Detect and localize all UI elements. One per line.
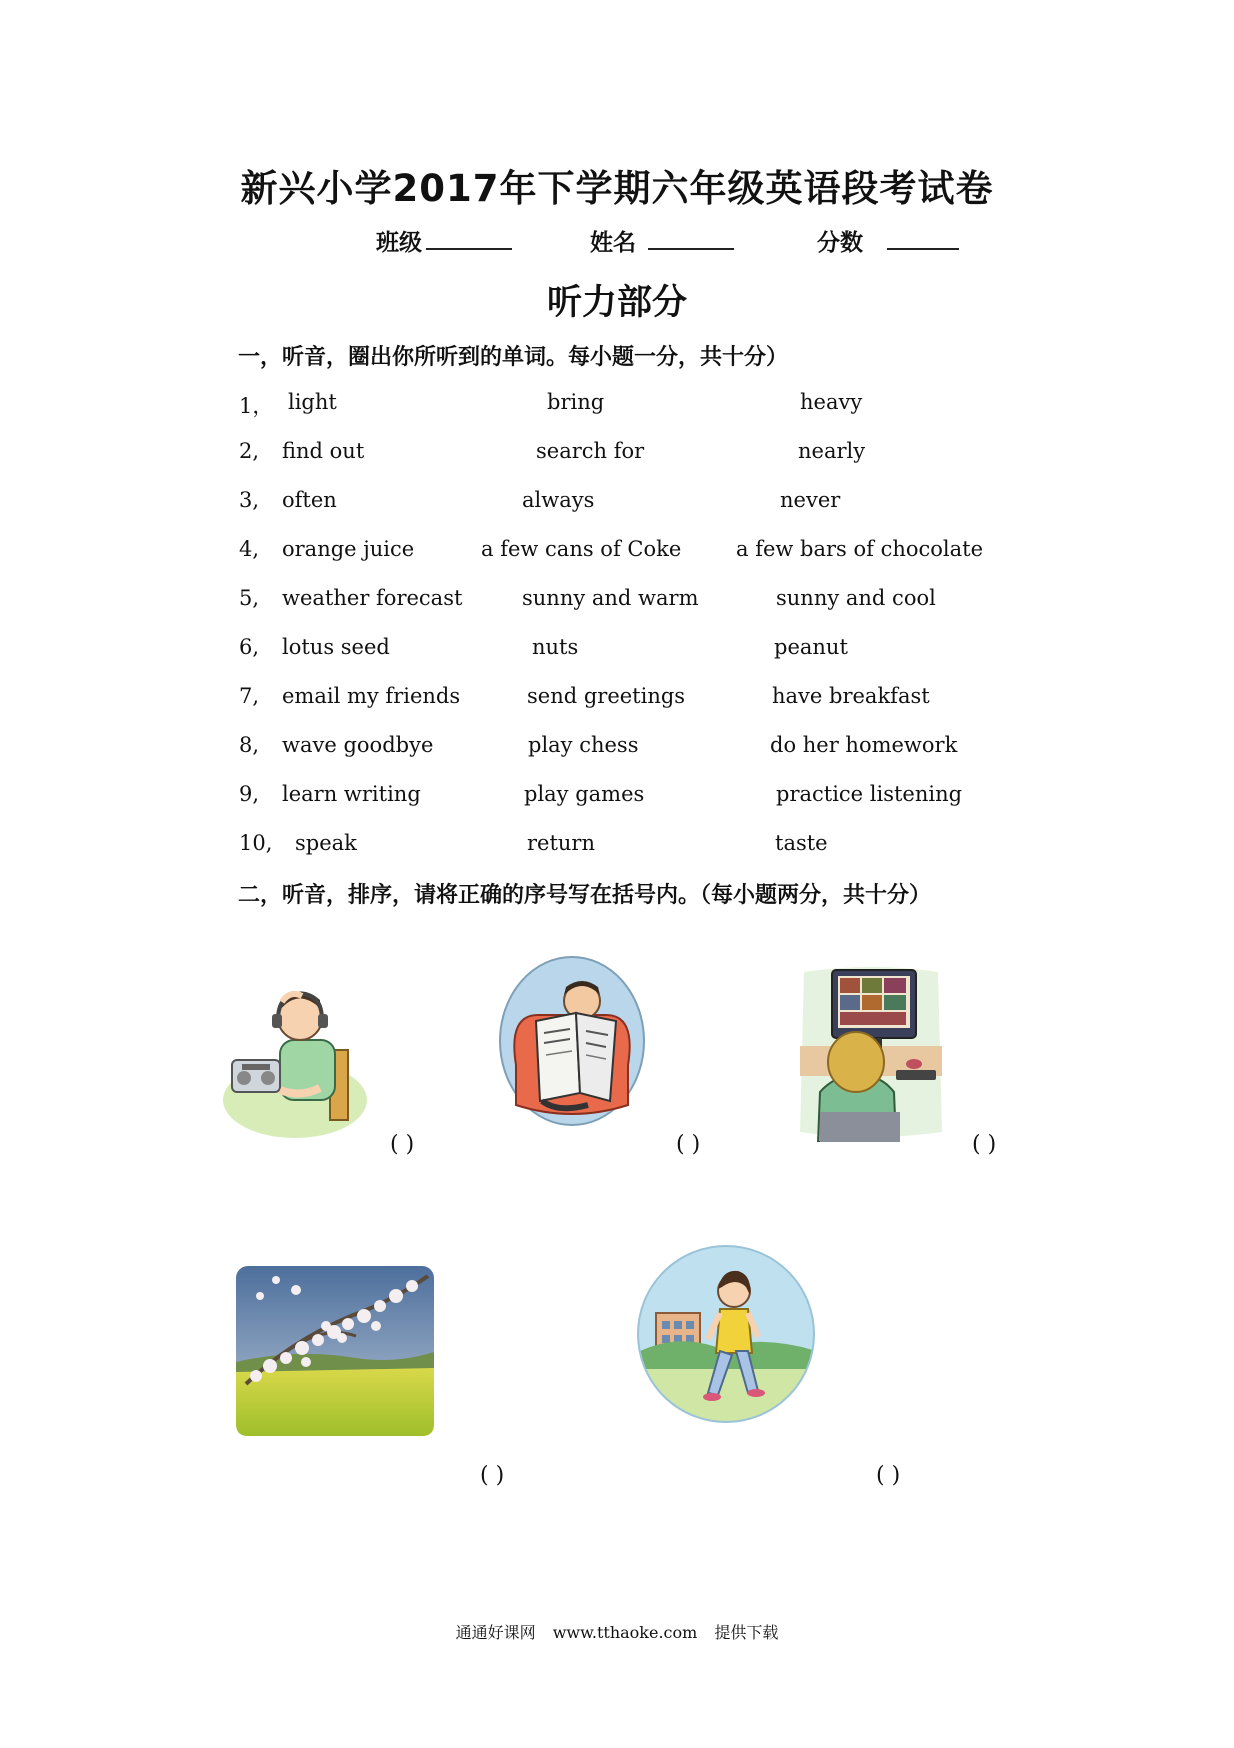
question-number: 6, — [239, 635, 260, 659]
name-field — [590, 224, 734, 257]
spring-blossom-field-icon — [236, 1266, 434, 1436]
option-a[interactable]: lotus seed — [282, 635, 390, 659]
option-a[interactable]: light — [288, 390, 337, 414]
question-number: 8, — [239, 733, 260, 757]
page-title: 新兴小学2017年下学期六年级英语段考试卷 — [240, 167, 994, 210]
section2-heading: 二，听音，排序，请将正确的序号写在括号内。（每小题两分，共十分） — [238, 883, 932, 908]
name-label: 姓名 — [590, 230, 636, 256]
question-number: 9, — [239, 782, 260, 806]
class-blank[interactable] — [426, 224, 512, 250]
option-c[interactable]: nearly — [798, 439, 866, 463]
footer-download: 提供下载 — [714, 1623, 779, 1642]
option-b[interactable]: play games — [524, 782, 645, 806]
option-c[interactable]: practice listening — [776, 782, 963, 806]
boy-using-computer-icon — [796, 962, 946, 1142]
section-title: 听力部分 — [546, 283, 687, 323]
question-number: 4, — [239, 537, 260, 561]
name-blank[interactable] — [648, 224, 734, 250]
answer-paren-5[interactable]: ( ) — [876, 1463, 901, 1488]
option-b[interactable]: always — [522, 488, 595, 512]
option-b[interactable]: search for — [536, 439, 645, 463]
option-a[interactable]: email my friends — [282, 684, 461, 708]
boy-listening-radio-icon — [220, 980, 370, 1145]
option-b[interactable]: bring — [547, 390, 605, 414]
answer-paren-4[interactable]: ( ) — [480, 1463, 505, 1488]
option-a[interactable]: find out — [282, 439, 365, 463]
option-b[interactable]: play chess — [528, 733, 639, 757]
section1-heading: 一，听音，圈出你所听到的单词。每小题一分，共十分） — [238, 345, 789, 370]
answer-paren-1[interactable]: ( ) — [390, 1132, 415, 1157]
score-label: 分数 — [817, 230, 863, 256]
answer-paren-3[interactable]: ( ) — [972, 1132, 997, 1157]
option-c[interactable]: never — [780, 488, 841, 512]
option-a[interactable]: learn writing — [282, 782, 421, 806]
question-number: 2, — [239, 439, 260, 463]
option-a[interactable]: weather forecast — [282, 586, 463, 610]
option-b[interactable]: sunny and warm — [522, 586, 699, 610]
question-number: 5, — [239, 586, 260, 610]
footer-site-name: 通通好课网 — [455, 1623, 536, 1642]
option-b[interactable]: return — [527, 831, 595, 855]
question-number: 1， — [239, 394, 274, 418]
footer-url[interactable]: www.tthaoke.com — [552, 1623, 698, 1642]
option-c[interactable]: heavy — [800, 390, 863, 414]
option-b[interactable]: nuts — [532, 635, 579, 659]
option-c[interactable]: have breakfast — [772, 684, 930, 708]
score-blank[interactable] — [887, 224, 959, 250]
option-c[interactable]: do her homework — [770, 733, 958, 757]
option-b[interactable]: send greetings — [527, 684, 686, 708]
score-field — [817, 224, 959, 257]
class-field — [376, 224, 512, 257]
answer-paren-2[interactable]: ( ) — [676, 1132, 701, 1157]
option-b[interactable]: a few cans of Coke — [481, 537, 682, 561]
man-reading-newspaper-icon — [498, 955, 646, 1127]
option-a[interactable]: wave goodbye — [282, 733, 434, 757]
option-c[interactable]: taste — [775, 831, 828, 855]
option-a[interactable]: speak — [295, 831, 357, 855]
option-c[interactable]: peanut — [774, 635, 848, 659]
option-c[interactable]: sunny and cool — [776, 586, 936, 610]
option-c[interactable]: a few bars of chocolate — [736, 537, 984, 561]
question-number: 3, — [239, 488, 260, 512]
footer — [0, 1620, 1234, 1643]
question-number: 10, — [239, 831, 273, 855]
option-a[interactable]: orange juice — [282, 537, 415, 561]
girl-walking-icon — [636, 1243, 816, 1425]
option-a[interactable]: often — [282, 488, 337, 512]
class-label: 班级 — [376, 230, 422, 256]
question-number: 7, — [239, 684, 260, 708]
